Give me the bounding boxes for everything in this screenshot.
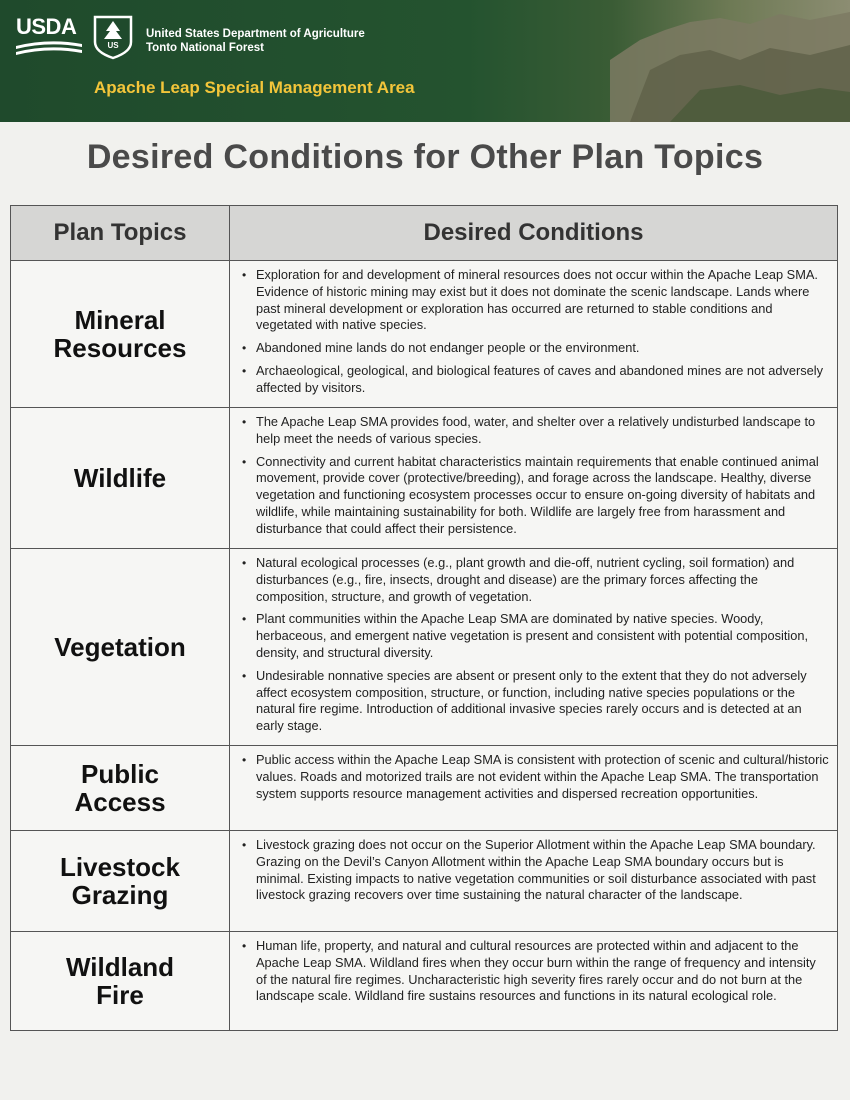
topic-cell	[11, 408, 230, 548]
cliff-landscape-image	[610, 0, 850, 122]
conditions-list	[238, 555, 829, 735]
condition-bullet: • Archaeological, geological, and biological features of caves and abandoned mines are not adversely affected by visitors.	[238, 363, 829, 397]
conditions-cell	[230, 746, 837, 830]
column-header-conditions: Desired Conditions	[423, 219, 644, 246]
area-title: Apache Leap Special Management Area	[94, 78, 415, 97]
condition-bullet: • Natural ecological processes (e.g., plant growth and die-off, nutrient cycling, soil formation) and disturbances (e.g., fire, insects, drought and disease) are the primary forces affecting the composition, structure, and growth of vegetation.	[238, 555, 829, 605]
topic-cell	[11, 932, 230, 1030]
forest-service-shield-icon	[92, 14, 134, 60]
table-row	[11, 931, 837, 1030]
condition-bullet: • Human life, property, and natural and cultural resources are protected within and adjacent to the Apache Leap SMA. Wildland fires when they occur burn within the range of frequency and intensity of the natural fire regimes. Uncharacteristic high severity fires rarely occur and do not burn at the landscape scale. Wildland fire sustains resources and functions in its natural ecological role.	[238, 938, 829, 1005]
table-row	[11, 745, 837, 830]
condition-bullet: • The Apache Leap SMA provides food, water, and shelter over a relatively undisturbed landscape to help meet the needs of various species.	[238, 414, 829, 448]
topic-cell	[11, 549, 230, 745]
topic-label: Public Access	[74, 759, 166, 817]
condition-bullet: • Abandoned mine lands do not endanger people or the environment.	[238, 340, 829, 357]
conditions-list	[238, 267, 829, 397]
usda-logo-text: USDA	[16, 14, 77, 39]
condition-bullet: • Connectivity and current habitat characteristics maintain requirements that enable continued animal movement, provide cover (protective/breeding), and forage across the landscape. Healthy, diverse vegetation and functioning ecosystem processes occur to ensure on-going diversity of habitats and wildlife, while maintaining sustainability for both. Wildlife are largely free from harassment and disturbance that could affect their persistence.	[238, 454, 829, 538]
condition-bullet: • Plant communities within the Apache Leap SMA are dominated by native species. Woody, herbaceous, and emergent native vegetation is present and consistent with potential composition, density, and structural diversity.	[238, 611, 829, 661]
conditions-list	[238, 414, 829, 538]
header-banner	[0, 0, 850, 122]
table-row	[11, 548, 837, 745]
column-header-topics: Plan Topics	[11, 206, 230, 260]
condition-bullet: • Undesirable nonnative species are absent or present only to the extent that they do not adversely affect ecosystem composition, structure, or function, including native species populations or the natural fire regime. Introduction of additional invasive species rarely occurs and is detected at an early stage.	[238, 668, 829, 735]
condition-bullet: • Livestock grazing does not occur on the Superior Allotment within the Apache Leap SMA boundary. Grazing on the Devil’s Canyon Allotment within the Apache Leap SMA boundary occurs but is minimal. Existing impacts to native vegetation communities or soil disturbance associated with past livestock grazing recovers over time sustaining the natural character of the landscape.	[238, 837, 829, 904]
table-header-row	[11, 206, 837, 260]
conditions-list	[238, 752, 829, 802]
topic-cell	[11, 831, 230, 931]
agency-line-1: United States Department of Agriculture	[146, 28, 365, 40]
conditions-table	[10, 205, 838, 1031]
topic-label: Wildland Fire	[65, 952, 175, 1010]
agency-name	[146, 27, 365, 55]
conditions-cell	[230, 261, 837, 407]
table-body	[11, 260, 837, 1030]
table-row	[11, 830, 837, 931]
conditions-list	[238, 837, 829, 904]
page-title: Desired Conditions for Other Plan Topics	[86, 138, 764, 176]
conditions-cell	[230, 408, 837, 548]
topic-label: Vegetation	[54, 632, 186, 662]
topic-cell	[11, 746, 230, 830]
conditions-cell	[230, 549, 837, 745]
table-row	[11, 407, 837, 548]
table-row	[11, 260, 837, 407]
conditions-cell	[230, 932, 837, 1030]
conditions-list	[238, 938, 829, 1005]
usda-swoosh-icon	[16, 38, 82, 56]
topic-label: Mineral Resources	[53, 305, 187, 363]
topic-label: Wildlife	[73, 463, 167, 493]
agency-line-2: Tonto National Forest	[146, 42, 264, 54]
usda-logo	[16, 14, 82, 56]
topic-cell	[11, 261, 230, 407]
shield-text: US	[107, 41, 119, 50]
condition-bullet: • Exploration for and development of mineral resources does not occur within the Apache Leap SMA. Evidence of historic mining may exist but it does not dominate the scenic landscape. Lands where past mineral development or exploration has occurred are returned to stable conditions and vegetated with native species.	[238, 267, 829, 334]
conditions-cell	[230, 831, 837, 931]
condition-bullet: • Public access within the Apache Leap SMA is consistent with protection of scenic and cultural/historic values. Roads and motorized trails are not evident within the Apache Leap SMA. The transportation system supports resource management activities and dispersed recreation opportunities.	[238, 752, 829, 802]
topic-label: Livestock Grazing	[60, 852, 180, 910]
